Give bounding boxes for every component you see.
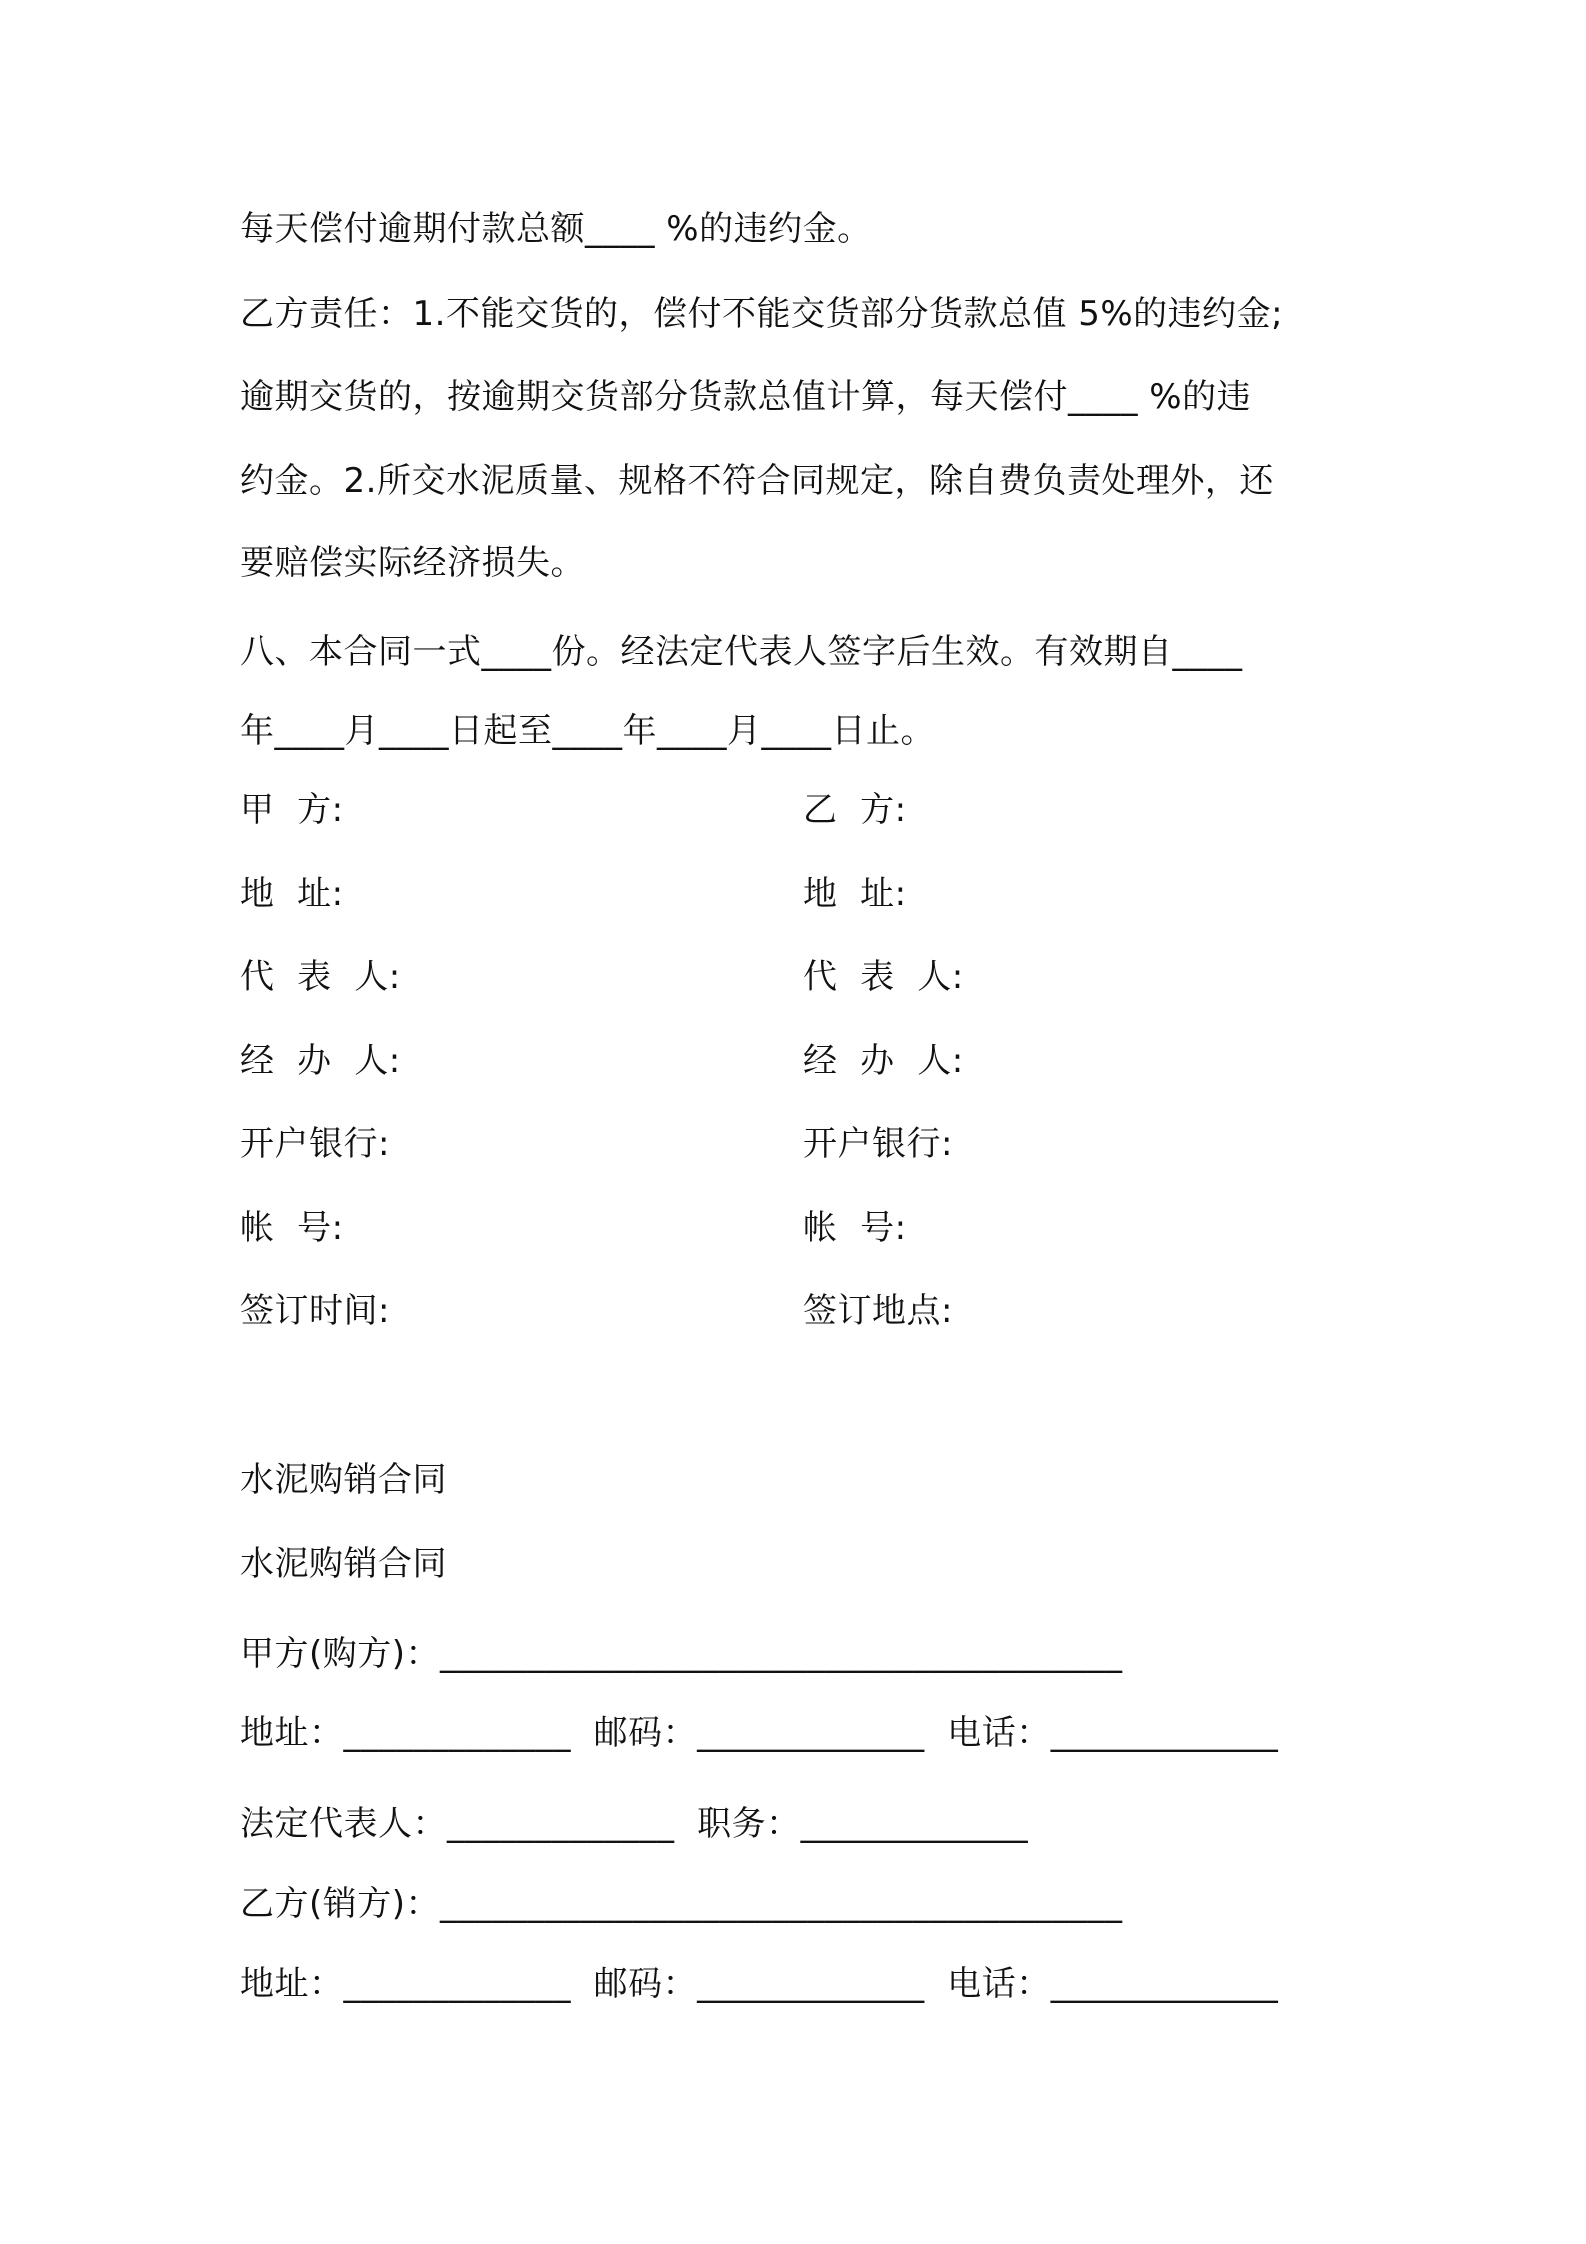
party-a-address-label: 地 址: xyxy=(240,873,344,914)
party-b-label: 乙 方: xyxy=(803,790,907,830)
signature-row xyxy=(240,1120,1360,1204)
party-a-buyer-line: 甲方(购方)：_______________________________________ xyxy=(240,1634,1123,1674)
party-a-handler-label: 经 办 人: xyxy=(240,1040,401,1081)
party-a-representative-label: 代 表 人: xyxy=(240,957,401,997)
party-a-account-label: 帐 号: xyxy=(240,1207,344,1248)
signature-row xyxy=(240,870,1360,954)
party-b-seller-line: 乙方(销方)：_______________________________________ xyxy=(240,1884,1123,1924)
party-b-address-label: 地 址: xyxy=(803,873,907,914)
signing-date-label: 签订时间: xyxy=(240,1291,390,1331)
signature-row xyxy=(240,953,1360,1037)
party-b-account-label: 帐 号: xyxy=(803,1207,907,1248)
paragraph-line-7: 年____月____日起至____年____月____日止。 xyxy=(240,711,935,751)
contract-2-subheading: 水泥购销合同 xyxy=(240,1544,447,1584)
contract-2-heading: 水泥购销合同 xyxy=(240,1460,447,1500)
party-b-representative-label: 代 表 人: xyxy=(803,957,964,997)
signature-row xyxy=(240,1204,1360,1288)
paragraph-line-6: 八、本合同一式____份。经法定代表人签字后生效。有效期自____ xyxy=(240,632,1243,672)
paragraph-line-2: 乙方责任：1.不能交货的，偿付不能交货部分货款总值 5%的违约金; xyxy=(240,294,1284,334)
paragraph-line-4: 约金。2.所交水泥质量、规格不符合同规定，除自费负责处理外，还 xyxy=(240,461,1274,501)
party-b-handler-label: 经 办 人: xyxy=(803,1040,964,1081)
party-b-bank-label: 开户银行: xyxy=(803,1124,953,1164)
party-a-label: 甲 方: xyxy=(240,790,344,830)
legal-representative-line: 法定代表人：_____________ 职务：_____________ xyxy=(240,1804,1029,1844)
signature-row xyxy=(240,1287,1360,1371)
signature-row xyxy=(240,1037,1360,1121)
paragraph-line-3: 逾期交货的，按逾期交货部分货款总值计算，每天偿付____ %的违 xyxy=(240,377,1252,417)
paragraph-line-1: 每天偿付逾期付款总额____ %的违约金。 xyxy=(240,209,872,249)
paragraph-line-5: 要赔偿实际经济损失。 xyxy=(240,543,585,583)
signature-row xyxy=(240,786,1360,870)
party-a-bank-label: 开户银行: xyxy=(240,1124,390,1164)
signing-place-label: 签订地点: xyxy=(803,1291,953,1331)
party-a-contact-line: 地址：_____________ 邮码：_____________ 电话：_____________ xyxy=(240,1713,1279,1753)
signature-block xyxy=(240,786,1360,1371)
party-b-contact-line: 地址：_____________ 邮码：_____________ 电话：_____________ xyxy=(240,1964,1279,2004)
